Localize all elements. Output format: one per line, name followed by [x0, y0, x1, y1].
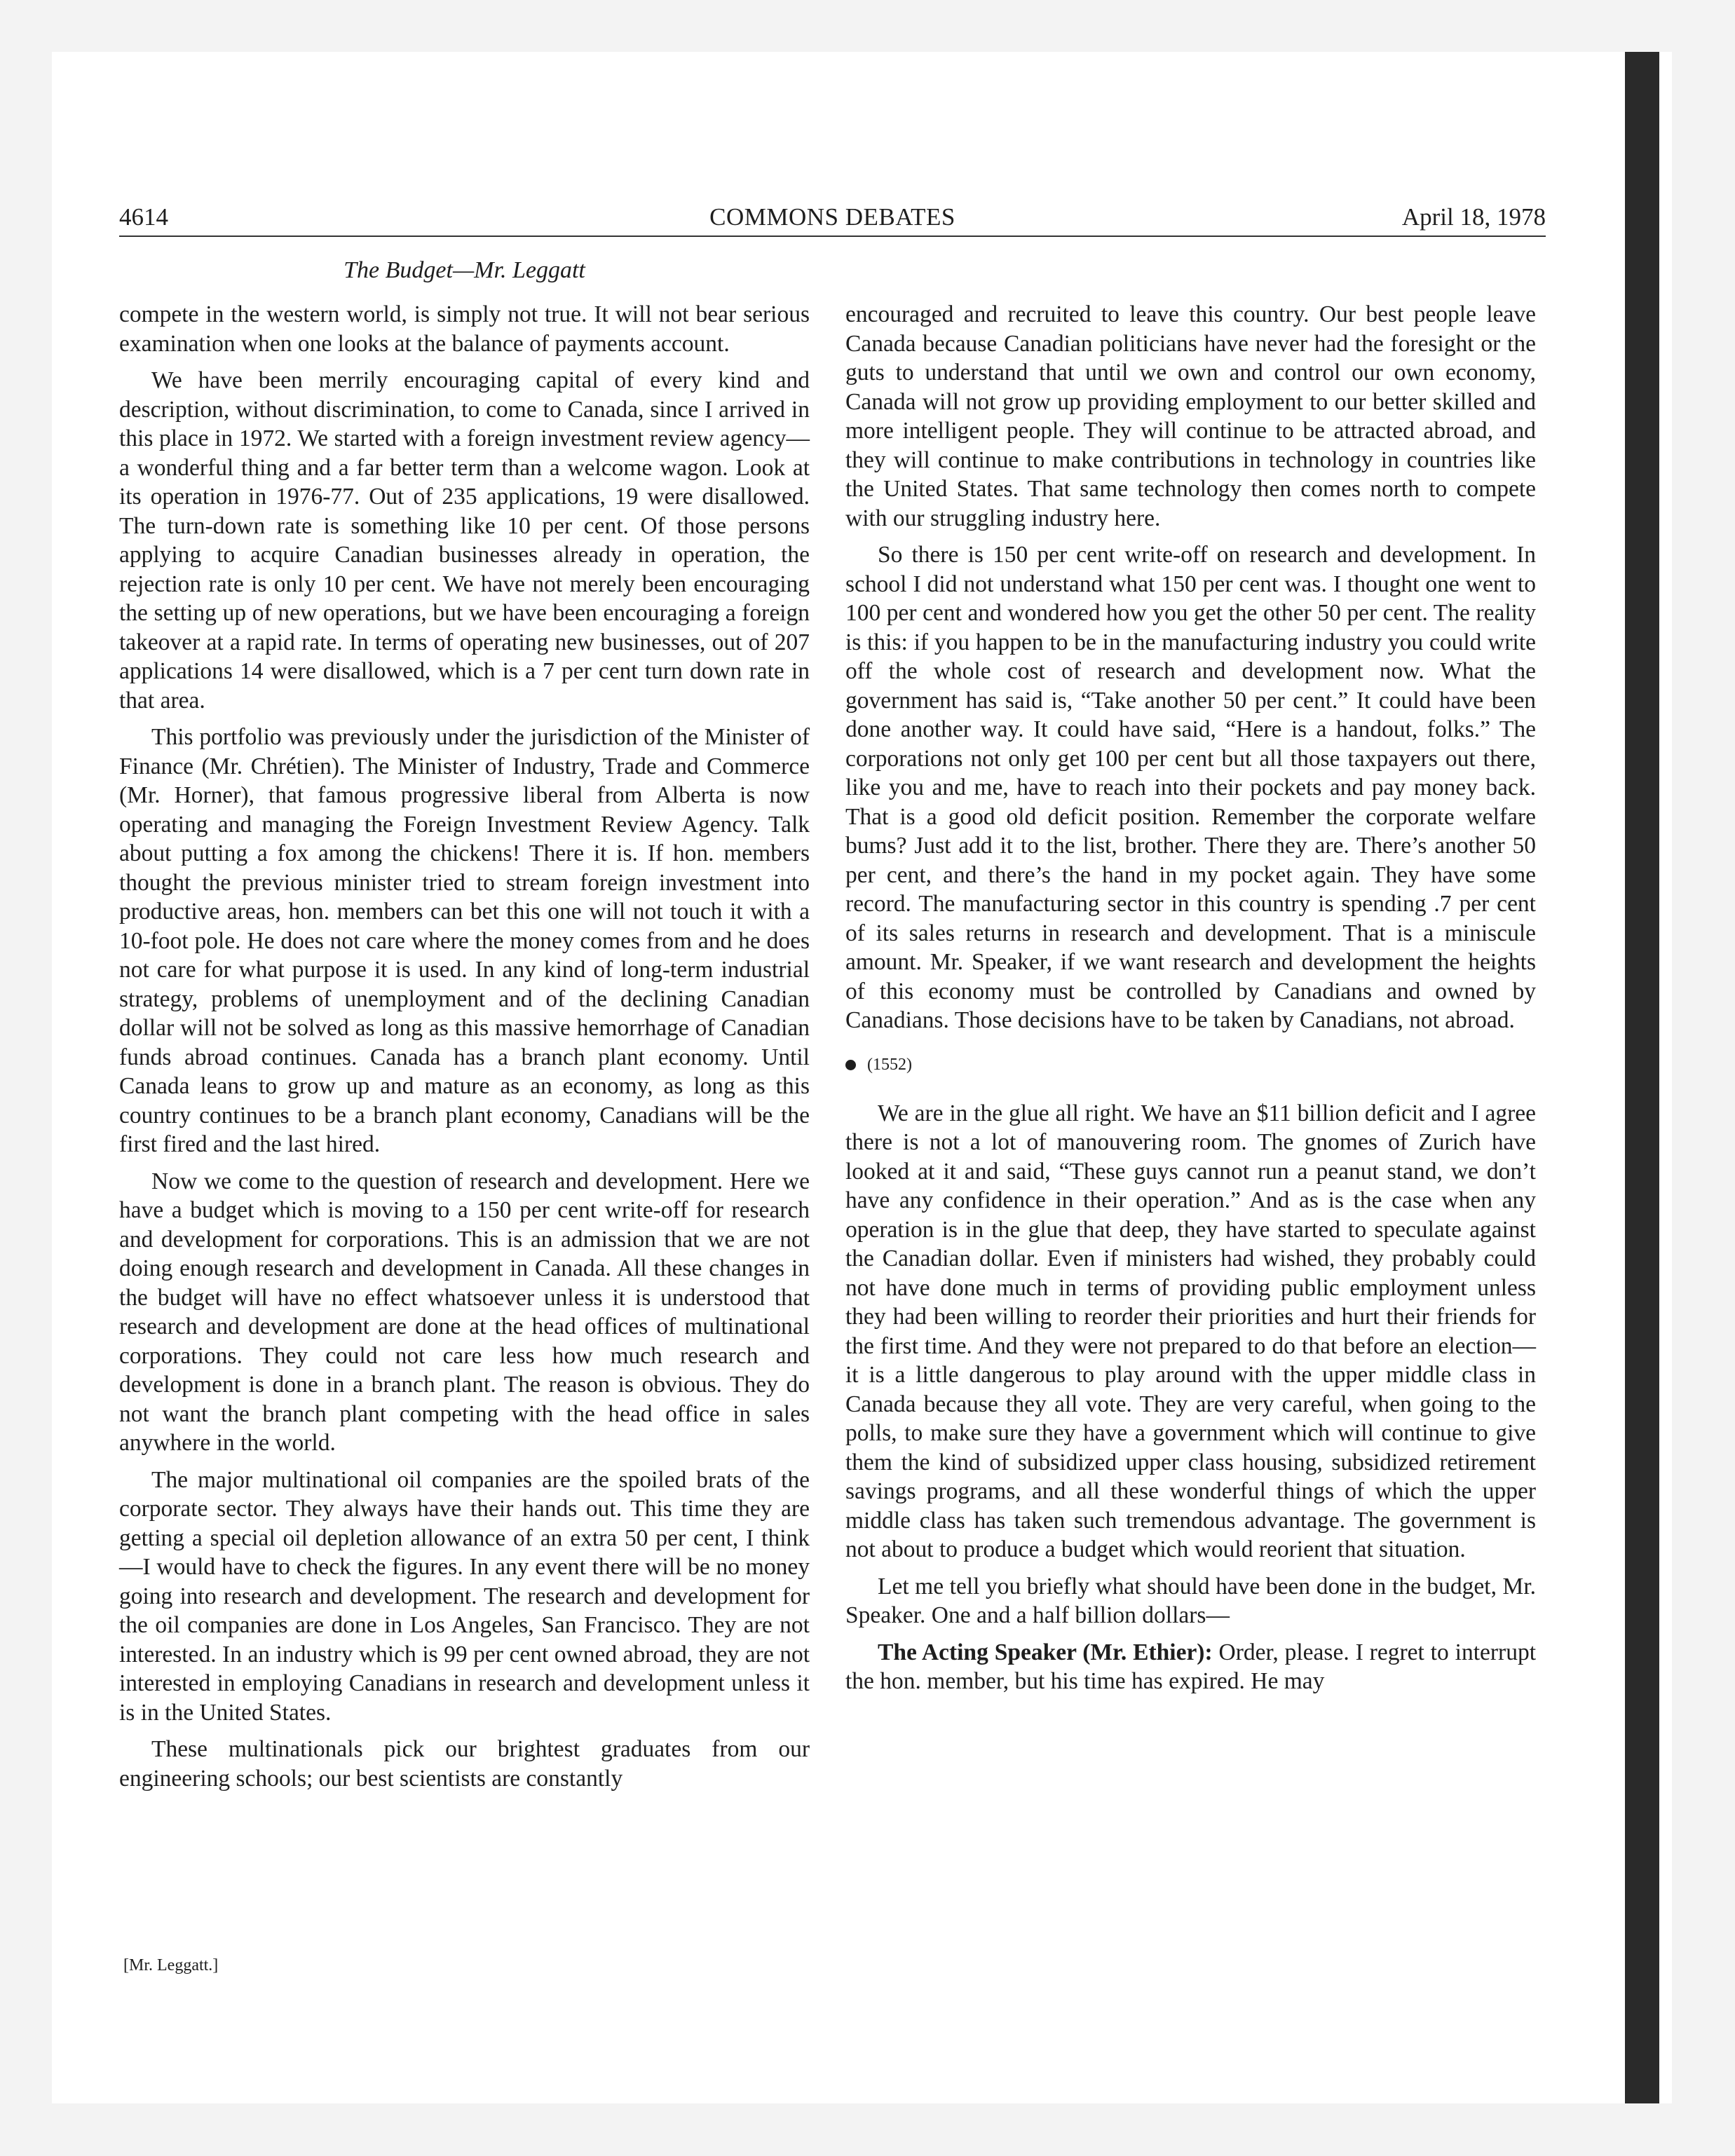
issue-date: April 18, 1978 [1401, 203, 1546, 231]
paragraph: Now we come to the question of research and development. Here we have a budget which is moving to a 150 per cent write-off for research and development for corporations. This is an admission that we are not doing enough research and development in Canada. All these changes in the budget will have no effect whatsoever unless it is understood that research and development are done at the head offices of multinational corporations. They could not care less how much research and development is done in a branch plant. The reason is obvious. They do not want the branch plant competing with the head office in sales anywhere in the world. [119, 1168, 810, 1456]
speaker-footnote: [Mr. Leggatt.] [123, 1956, 219, 1974]
speaker-name: The Acting Speaker (Mr. Ethier): [878, 1639, 1213, 1665]
paragraph: compete in the western world, is simply not true. It will not bear serious examination when one looks at the balance of payments account. [119, 301, 810, 357]
time-marker-text: (1552) [867, 1055, 912, 1074]
page-number: 4614 [119, 203, 168, 231]
paragraph: encouraged and recruited to leave this country. Our best people leave Canada because Canadian politicians have never had the foresight or the guts to understand that until we own and control our own economy, Canada will not grow up providing employment to our better skilled and more intelligent people. They will continue to be attracted abroad, and they will continue to make contributions in technology in countries like the United States. That same technology then comes north to compete with our struggling industry here. [845, 301, 1536, 531]
running-header [119, 202, 1546, 233]
speech-text: Order, please. I regret to interrupt the hon. member, but his time has expired. He may [845, 1639, 1537, 1694]
time-marker [845, 1051, 1536, 1079]
section-heading: The Budget—Mr. Leggatt [343, 257, 585, 283]
paragraph: We are in the glue all right. We have an $11 billion deficit and I agree there is not a lot of manouvering room. The gnomes of Zurich have looked at it and said, “These guys cannot run a peanut stand, we don’t have any confidence in their operation.” And as is the case when any operation is in the glue that deep, they have started to speculate against the Canadian dollar. Even if ministers had wished, they probably could not have done much in terms of providing public employment unless they had been willing to reorder their priorities and hurt their friends for the first time. And they were not prepared to do that before an election—it is a little dangerous to play around with the upper middle class in Canada because they all vote. They are very careful, when going to the polls, to make sure they have a government which will continue to give them the kind of subsidized upper class housing, subsidized retirement savings programs, and all these wonderful things of which the upper middle class has taken such tremendous advantage. The government is not about to produce a budget which would reorient that situation. [845, 1100, 1536, 1562]
header-rule [119, 236, 1546, 237]
scan-edge-shadow [1625, 52, 1659, 2103]
paragraph: So there is 150 per cent write-off on research and development. In school I did not understand what 150 per cent was. I thought one went to 100 per cent and wondered how you get the other 50 per cent. The reality is this: if you happen to be in the manufacturing industry you could write off the whole cost of research and development now. What the government has said is, “Take another 50 per cent.” It could have been done another way. It could have said, “Here is a handout, folks.” The corporations not only get 100 per cent but all those taxpayers out there, like you and me, have to reach into their pockets and pay money back. That is a good old deficit position. Remember the corporate welfare bums? Just add it to the list, brother. There they are. There’s another 50 per cent, and there’s the hand in my pocket again. They have some record. The manufacturing sector in this country is spending .7 per cent of its sales returns in research and development. That is a miniscule amount. Mr. Speaker, if we want research and development the heights of this economy must be controlled by Canadians and owned by Canadians. Those decisions have to be taken by Canadians, not abroad. [845, 542, 1536, 1033]
left-column [119, 300, 810, 1801]
paragraph: Let me tell you briefly what should have been done in the budget, Mr. Speaker. One and a half billion dollars— [845, 1573, 1536, 1628]
paragraph: These multinationals pick our brightest graduates from our engineering schools; our best scientists are constantly [119, 1736, 810, 1792]
publication-title: COMMONS DEBATES [709, 203, 955, 231]
paragraph: This portfolio was previously under the jurisdiction of the Minister of Finance (Mr. Chrétien). The Minister of Industry, Trade and Commerce (Mr. Horner), that famous progressive liberal from Alberta is now operating and managing the Foreign Investment Review Agency. Talk about putting a fox among the chickens! There it is. If hon. members thought the previous minister tried to stream foreign investment into productive areas, hon. members can bet this one will not touch it with a 10-foot pole. He does not care where the money comes from and he does not care for what purpose it is used. In any kind of long-term industrial strategy, problems of unemployment and of the declining Canadian dollar will not be solved as long as this massive hemorrhage of Canadian funds abroad continues. Canada has a branch plant economy. Until Canada leans to grow up and mature as an economy, as long as this country continues to be a branch plant economy, Canadians will be the first fired and the last hired. [119, 724, 810, 1157]
bullet-icon [845, 1060, 856, 1070]
paragraph: We have been merrily encouraging capital of every kind and description, without discrimination, to come to Canada, since I arrived in this place in 1972. We started with a foreign investment review agency—a wonderful thing and a far better term than a welcome wagon. Look at its operation in 1976-77. Out of 235 applications, 19 were disallowed. The turn-down rate is something like 10 per cent. Of those persons applying to acquire Canadian businesses already in operation, the rejection rate is only 10 per cent. We have not merely been encouraging the setting up of new operations, but we have been encouraging a foreign takeover at a rapid rate. In terms of operating new businesses, out of 207 applications 14 were disallowed, which is a 7 per cent turn down rate in that area. [119, 367, 810, 714]
paragraph: The major multinational oil companies are the spoiled brats of the corporate sector. They always have their hands out. This time they are getting a special oil depletion allowance of an extra 50 per cent, I think—I would have to check the figures. In any event there will be no money going into research and development. The research and development for the oil companies are done in Los Angeles, San Francisco. They are not interested. In an industry which is 99 per cent owned abroad, they are not interested in employing Canadians in research and development unless it is in the United States. [119, 1466, 810, 1726]
speaker-paragraph [845, 1638, 1536, 1696]
right-column [845, 300, 1536, 1704]
